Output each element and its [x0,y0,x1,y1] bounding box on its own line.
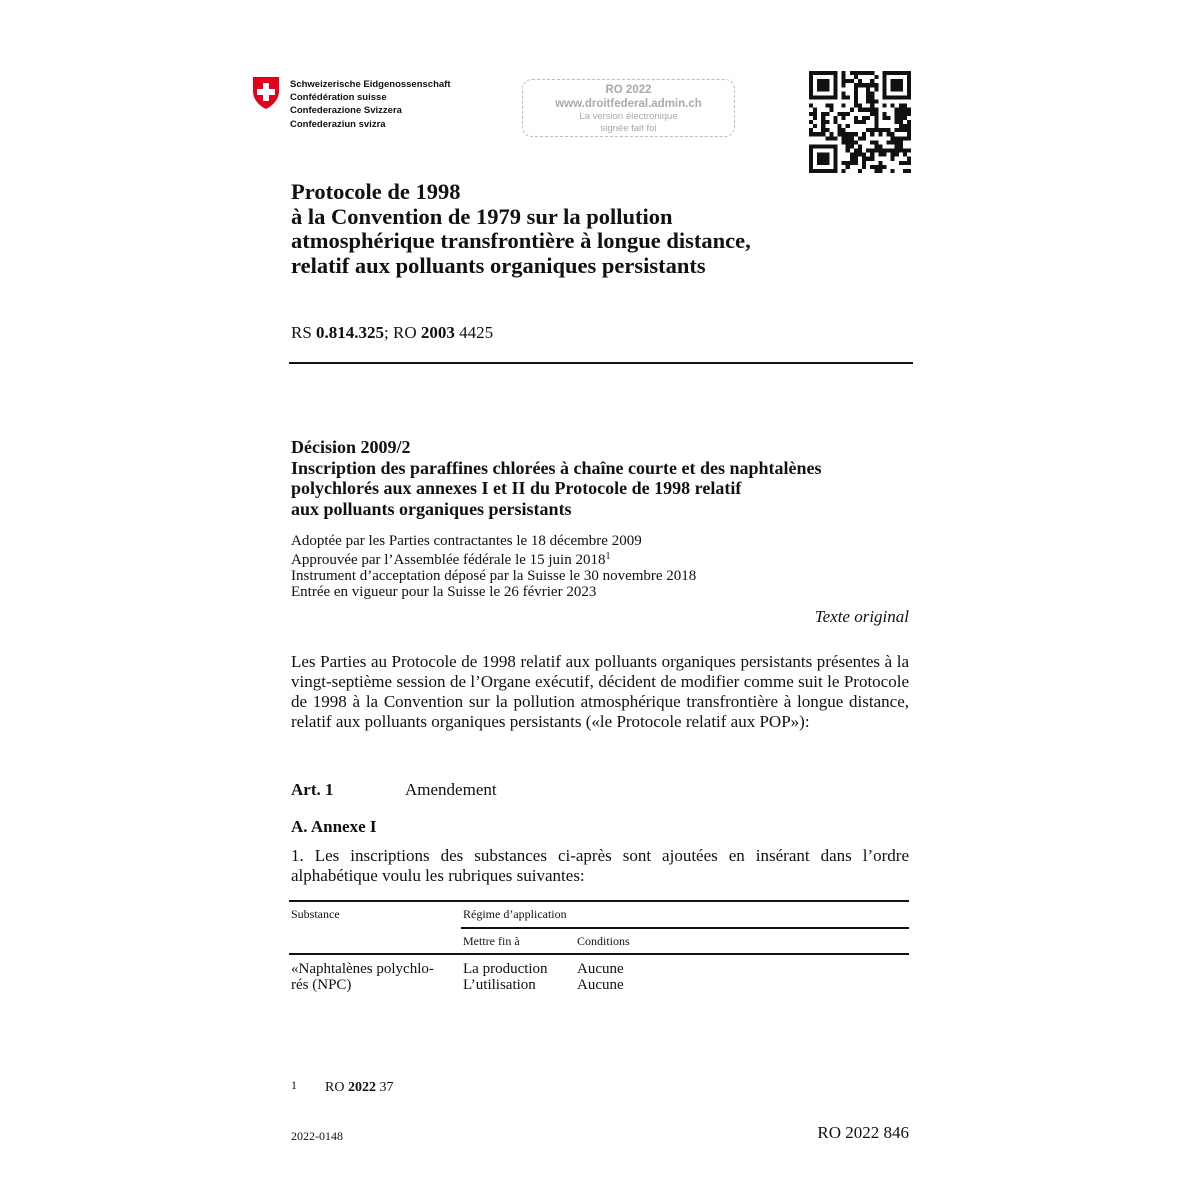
confederation-name-fr: Confédération suisse [290,92,387,104]
table-cell-conditions: Aucune Aucune [577,961,624,993]
document-code: 2022-0148 [291,1129,343,1143]
title-divider [289,362,913,364]
title-line: atmosphérique transfrontière à longue distance, [291,228,751,253]
confederation-name-it: Confederazione Svizzera [290,105,402,117]
qr-code-icon [809,71,911,173]
electronic-version-stamp [522,79,735,137]
table-header-substance: Substance [291,907,340,921]
intro-paragraph: Les Parties au Protocole de 1998 relatif aux polluants organiques persistants présentes à la vingt-septième session de l’Organe exécutif, décident de modifier comme suit le Protocole de 1998 à la Convention sur la pollution atmosphérique transfrontière à longue distance, relatif aux polluants organiques persistants («le Protocole relatif aux POP»): [291,652,909,731]
table-rule-top [289,900,909,902]
stamp-url: www.droitfederal.admin.ch [555,98,702,110]
decision-heading-line: aux polluants organiques persistants [291,498,572,519]
table-cell-substance: «Naphtalènes polychlo- rés (NPC) [291,961,434,993]
systematic-reference: RS 0.814.325; RO 2003 4425 [291,323,494,342]
decision-heading [291,437,911,519]
confederation-name-rm: Confederaziun svizra [290,118,386,130]
title-line: Protocole de 1998 [291,179,461,204]
article-number: Art. 1 [291,780,334,799]
stamp-note-1: La version électronique [579,111,678,122]
table-header-end: Mettre fin à [463,934,520,948]
footnote-ref[interactable]: 1 [605,551,611,562]
footnote-number: 1 [291,1078,297,1092]
table-rule-header-bottom [289,953,909,955]
annex-heading: A. Annexe I [291,817,377,836]
table-header-regime: Régime d’application [463,907,567,921]
title-line: relatif aux polluants organiques persistants [291,252,706,278]
decision-heading-line: polychlorés aux annexes I et II du Protocole de 1998 relatif [291,478,742,498]
date-adopted: Adoptée par les Parties contractantes le 18 décembre 2009 [291,533,642,549]
decision-dates [291,533,696,600]
table-header-conditions: Conditions [577,934,630,948]
title-line: à la Convention de 1979 sur la pollution [291,203,673,229]
date-approved: Approuvée par l’Assemblée fédérale le 15 juin 2018$^1$ [291,551,611,568]
annex-paragraph: 1. Les inscriptions des substances ci-après sont ajoutées en insérant dans l’ordre alphabétique voulu les rubriques suivantes: [291,846,909,885]
article-title: Amendement [405,780,497,799]
decision-number: Décision 2009/2 [291,437,411,457]
date-instrument: Instrument d’acceptation déposé par la Suisse le 30 novembre 2018 [291,568,697,584]
stamp-note-2: signée fait foi [600,123,657,134]
decision-heading-line: Inscription des paraffines chlorées à chaîne courte et des naphtalènes [291,457,822,478]
footnote-text: RO 2022 37 [325,1080,394,1095]
date-entry: Entrée en vigueur pour la Suisse le 26 février 2023 [291,584,597,600]
table-cell-end: La production L’utilisation [463,961,548,993]
original-text-label: Texte original [814,607,909,626]
document-title [291,180,911,278]
stamp-ro: RO 2022 [605,84,652,96]
confederation-name-de: Schweizerische Eidgenossenschaft [290,79,451,90]
confederation-names [290,78,451,131]
table-rule-sub [461,927,909,929]
page-reference: RO 2022 846 [817,1123,909,1142]
swiss-emblem-icon [252,76,280,110]
